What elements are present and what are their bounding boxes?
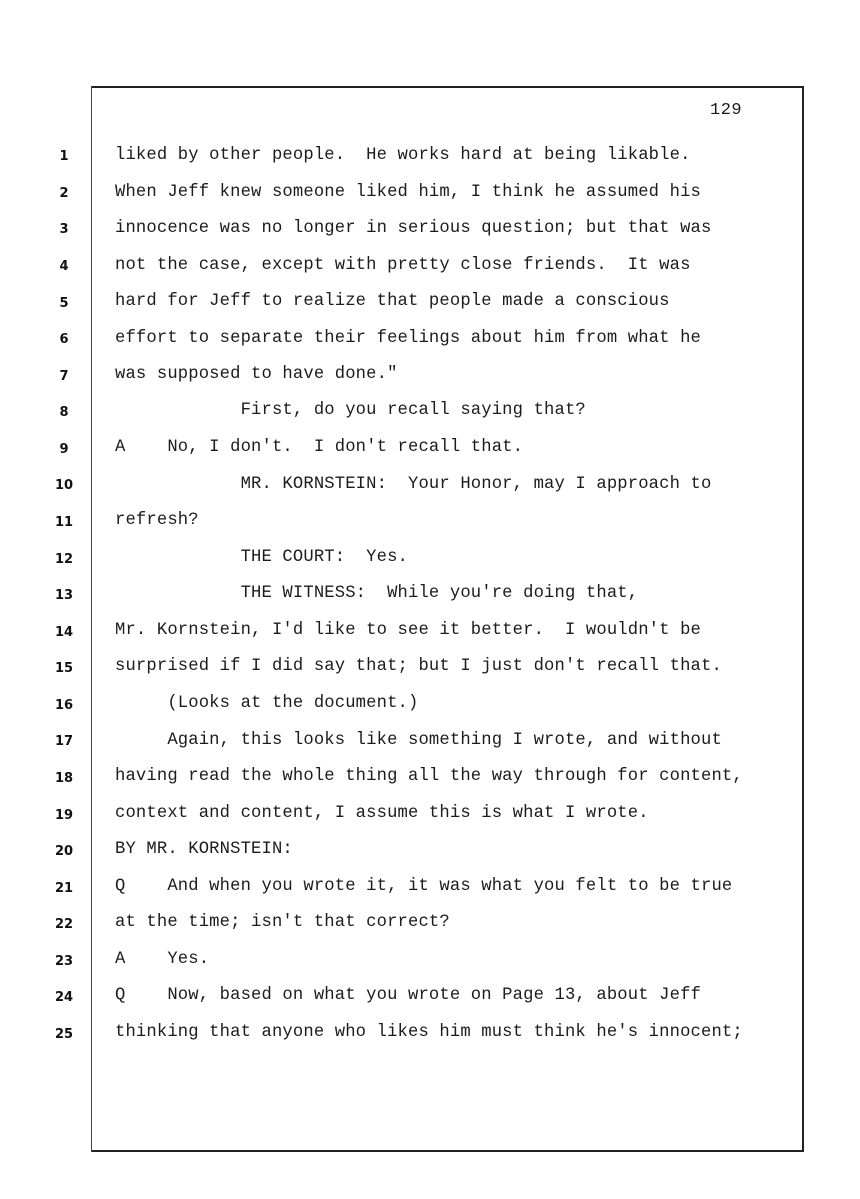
transcript-line: hard for Jeff to realize that people made a conscious [115,292,670,311]
transcript-line: First, do you recall saying that? [115,401,586,420]
line-number: 24 [54,990,74,1005]
line-number: 10 [54,478,74,493]
transcript-line: A Yes. [115,950,210,969]
line-number: 17 [54,734,74,749]
line-number: 23 [54,954,74,969]
transcript-line: MR. KORNSTEIN: Your Honor, may I approach to [115,475,712,494]
line-number: 12 [54,552,74,567]
line-number: 6 [59,332,69,347]
line-number: 1 [59,149,69,164]
transcript-line: (Looks at the document.) [115,694,419,713]
transcript-line: thinking that anyone who likes him must think he's innocent; [115,1023,743,1042]
line-number: 25 [54,1027,74,1042]
transcript-line: was supposed to have done." [115,365,398,384]
line-number: 14 [54,625,74,640]
transcript-line: liked by other people. He works hard at being likable. [115,146,691,165]
transcript-line: at the time; isn't that correct? [115,913,450,932]
transcript-line: not the case, except with pretty close friends. It was [115,256,691,275]
transcript-line: innocence was no longer in serious question; but that was [115,219,712,238]
line-number: 2 [59,186,69,201]
line-number: 18 [54,771,74,786]
line-number: 7 [59,369,69,384]
page-number: 129 [710,101,743,120]
transcript-line: refresh? [115,511,199,530]
transcript-line: Q Now, based on what you wrote on Page 13, about Jeff [115,986,701,1005]
line-number: 4 [59,259,69,274]
transcript-line: Mr. Kornstein, I'd like to see it better. I wouldn't be [115,621,701,640]
transcript-line: THE WITNESS: While you're doing that, [115,584,639,603]
transcript-line: A No, I don't. I don't recall that. [115,438,524,457]
transcript-line: When Jeff knew someone liked him, I think he assumed his [115,183,701,202]
transcript-line: Q And when you wrote it, it was what you felt to be true [115,877,733,896]
transcript-line: Again, this looks like something I wrote, and without [115,731,722,750]
transcript-line: surprised if I did say that; but I just don't recall that. [115,657,722,676]
left-margin-rule [91,86,92,1152]
transcript-line: BY MR. KORNSTEIN: [115,840,293,859]
line-number: 8 [59,405,69,420]
transcript-line: effort to separate their feelings about him from what he [115,329,701,348]
line-number: 11 [54,515,74,530]
line-number: 15 [54,661,74,676]
transcript-line: context and content, I assume this is what I wrote. [115,804,649,823]
line-number: 9 [59,442,69,457]
line-number: 21 [54,881,74,896]
line-number: 20 [54,844,74,859]
transcript-line: THE COURT: Yes. [115,548,408,567]
line-number: 5 [59,296,69,311]
transcript-line: having read the whole thing all the way through for content, [115,767,743,786]
line-number: 16 [54,698,74,713]
line-number: 13 [54,588,74,603]
line-number: 19 [54,808,74,823]
line-number: 3 [59,222,69,237]
line-number: 22 [54,917,74,932]
